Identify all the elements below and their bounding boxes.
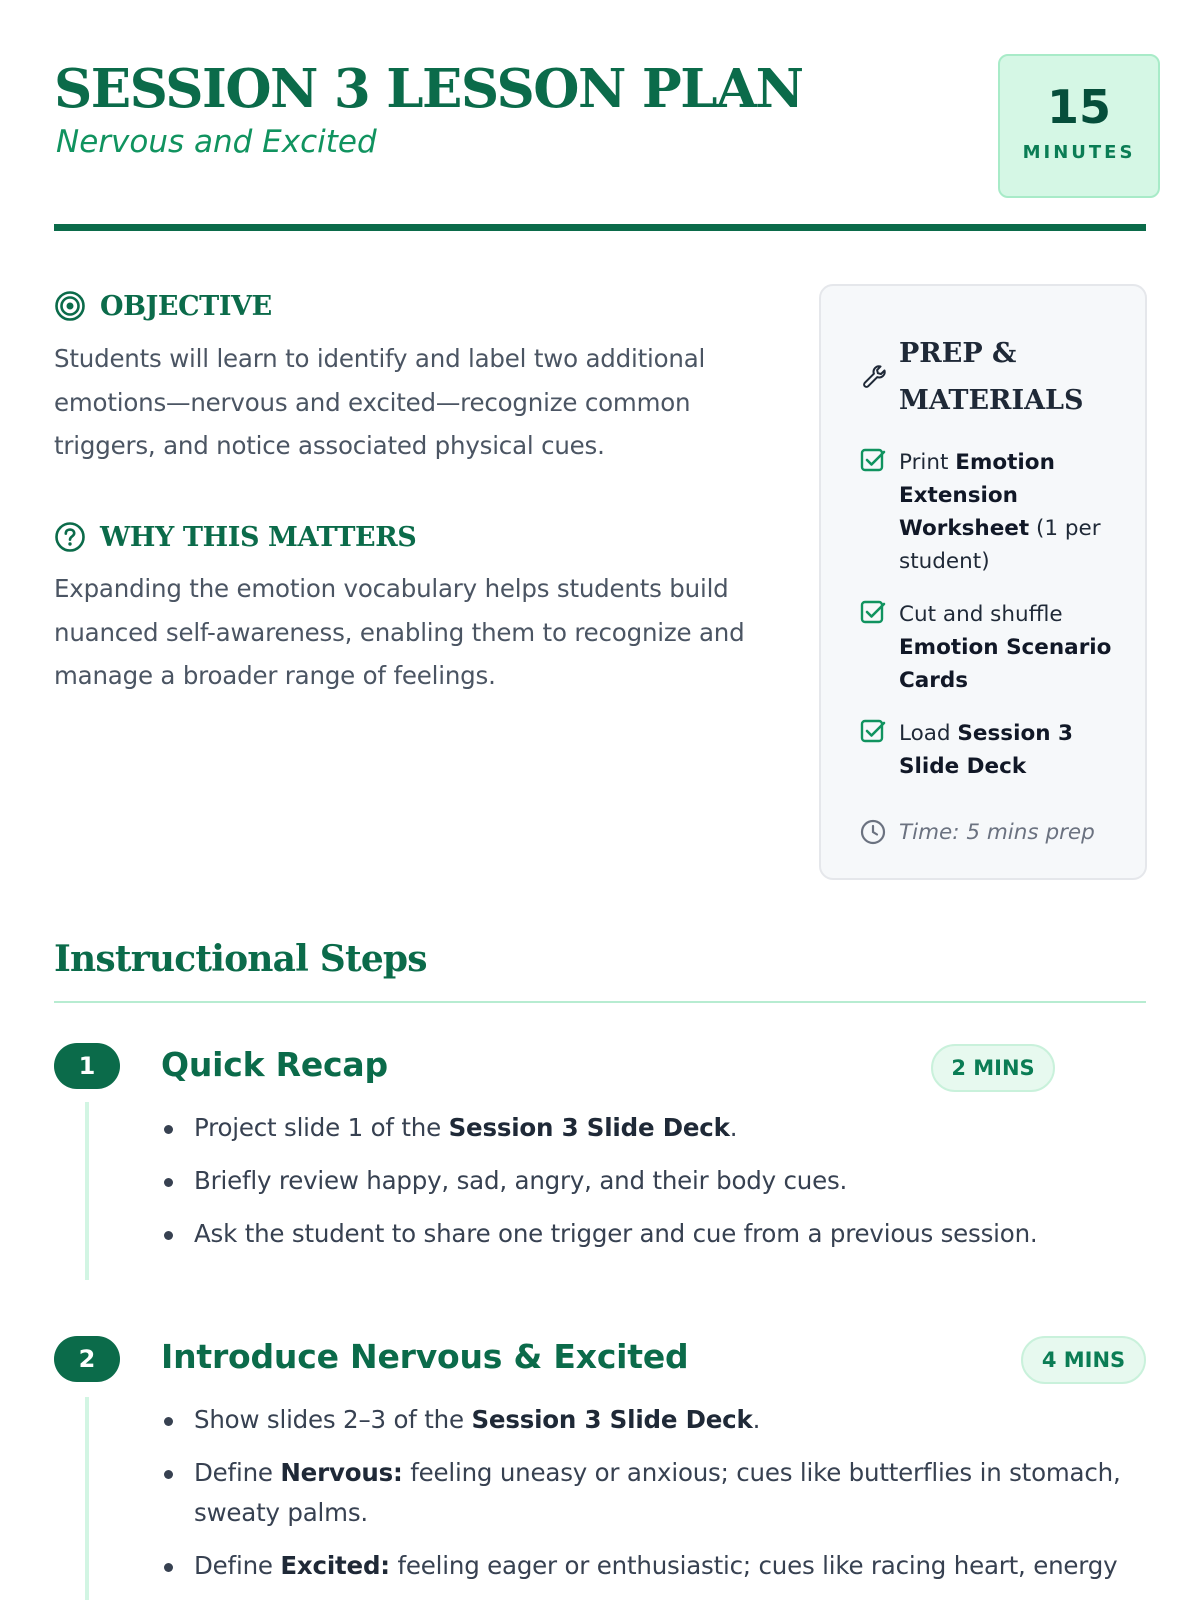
step-number: 2 — [54, 1336, 120, 1382]
prep-list — [859, 446, 1125, 803]
lesson-header — [54, 52, 1146, 232]
steps-heading: Instructional Steps — [54, 938, 427, 980]
step-title: Introduce Nervous & Excited — [161, 1337, 689, 1376]
header-divider — [54, 224, 1146, 231]
step-duration-badge: 2 MINS — [931, 1044, 1055, 1092]
step-connector — [85, 1397, 89, 1600]
prep-item-text: Print Emotion Extension Worksheet (1 per student) — [899, 450, 1101, 574]
step-bullets — [194, 1108, 1144, 1267]
prep-heading — [859, 330, 1119, 424]
step-bullet: Define Nervous: feeling uneasy or anxious; cues like butterflies in stomach, sweaty palms. — [194, 1453, 1144, 1533]
step-bullet: Briefly review happy, sad, angry, and their body cues. — [194, 1161, 1144, 1201]
step-bullets — [194, 1400, 1144, 1599]
step-title: Quick Recap — [161, 1045, 388, 1084]
step-bullet: Project slide 1 of the Session 3 Slide Deck. — [194, 1108, 1144, 1148]
prep-item — [859, 598, 1125, 697]
duration-unit: MINUTES — [1022, 142, 1136, 163]
prep-item-text: Load Session 3 Slide Deck — [899, 721, 1073, 779]
duration-badge — [998, 54, 1160, 198]
prep-time-text: Time: 5 mins prep — [899, 819, 1095, 845]
page-subtitle: Nervous and Excited — [56, 124, 377, 160]
prep-time — [859, 818, 1095, 846]
step-bullet: Ask the student to share one trigger and cue from a previous session. — [194, 1214, 1144, 1254]
page-title: SESSION 3 LESSON PLAN — [54, 58, 803, 120]
duration-value: 15 — [1046, 80, 1111, 134]
prep-title: PREP & MATERIALS — [899, 338, 1084, 416]
step-duration-badge: 4 MINS — [1021, 1336, 1146, 1384]
question-circle-icon — [54, 521, 86, 553]
prep-item — [859, 446, 1125, 578]
clock-icon — [859, 818, 887, 846]
objective-label: OBJECTIVE — [100, 290, 272, 322]
checkbox-checked-icon — [859, 718, 887, 746]
prep-item-text: Cut and shuffle Emotion Scenario Cards — [899, 602, 1112, 693]
objective-text: Students will learn to identify and label two additional emotions—nervous and excited—recognize common triggers, and notice associated physical cues. — [54, 344, 706, 460]
objective-heading — [54, 290, 272, 322]
wrench-icon — [859, 362, 889, 392]
step-bullet: Show slides 2–3 of the Session 3 Slide Deck. — [194, 1400, 1144, 1440]
why-text: Expanding the emotion vocabulary helps students build nuanced self-awareness, enabling them to recognize and manage a broader range of feelings. — [54, 574, 745, 690]
checkbox-checked-icon — [859, 447, 887, 475]
prep-item — [859, 717, 1125, 783]
why-label: WHY THIS MATTERS — [100, 521, 417, 553]
step-bullet: Define Excited: feeling eager or enthusiastic; cues like racing heart, energy — [194, 1546, 1144, 1586]
prep-materials-card — [819, 284, 1147, 880]
step-number: 1 — [54, 1043, 120, 1089]
why-heading — [54, 521, 416, 553]
checkbox-checked-icon — [859, 599, 887, 627]
step-connector — [85, 1102, 89, 1280]
target-icon — [54, 290, 86, 322]
steps-divider — [54, 1001, 1146, 1003]
